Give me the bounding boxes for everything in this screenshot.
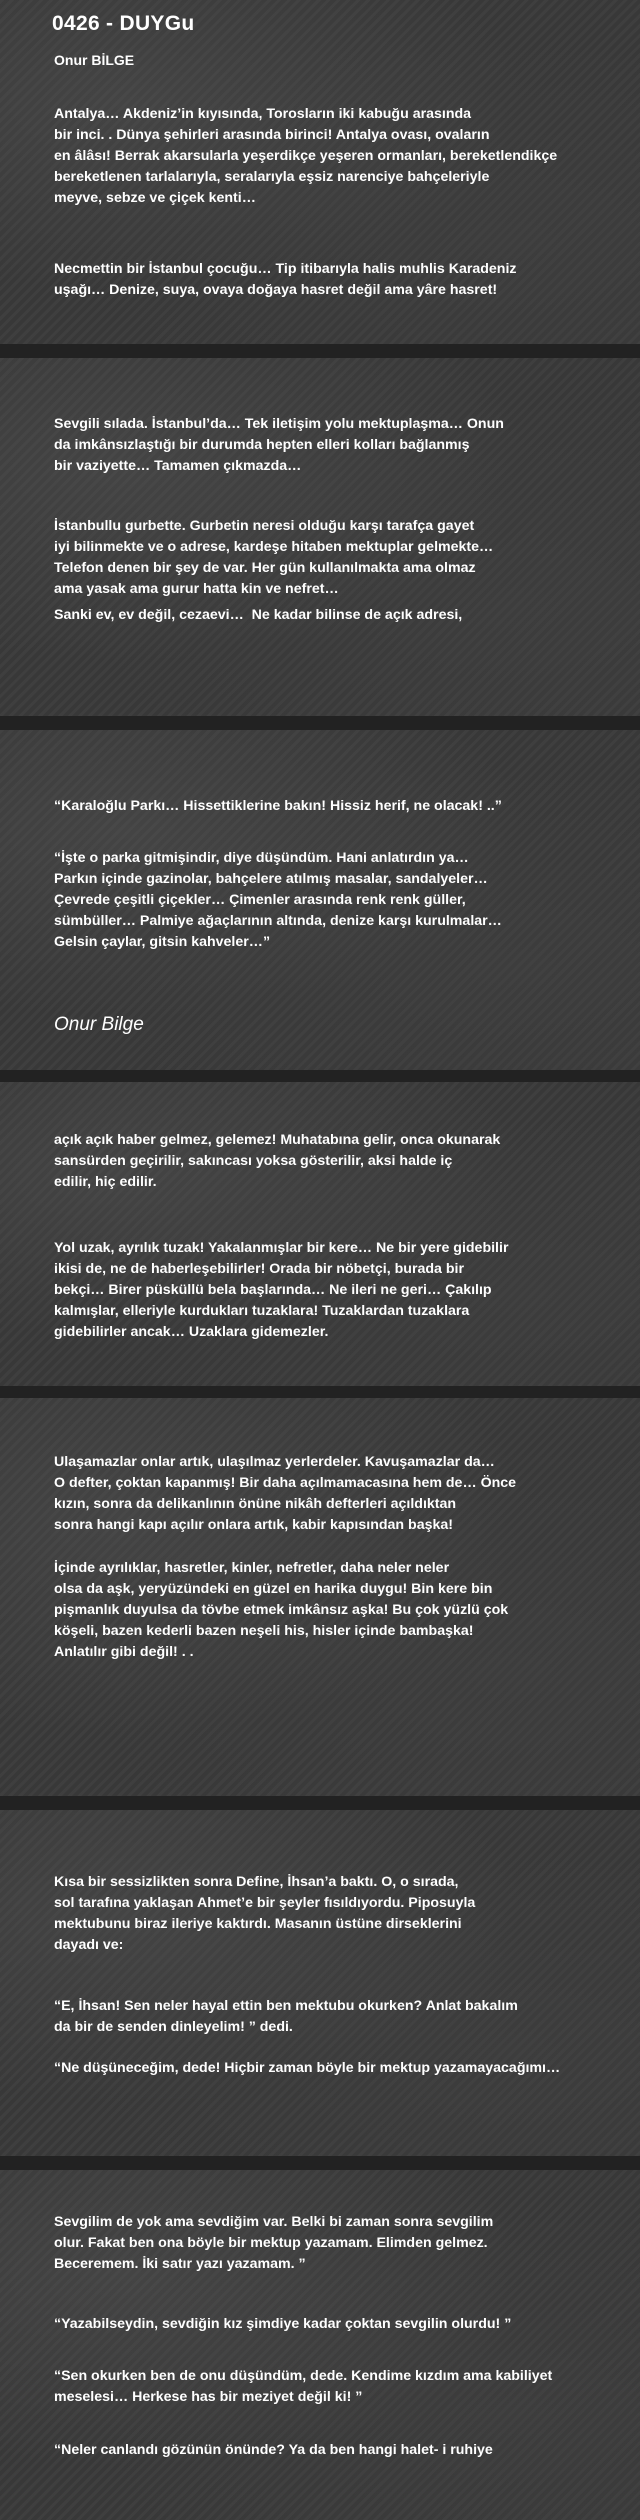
paragraph: Necmettin bir İstanbul çocuğu… Tip itibarıyla halis muhlis Karadeniz uşağı… Denize, suya, ovaya doğaya hasret değil ama yâre hasret! <box>54 261 517 298</box>
author-name: Onur BİLGE <box>54 52 135 68</box>
signature: Onur Bilge <box>54 1014 144 1035</box>
text-card-6 <box>0 1810 640 2156</box>
card-divider <box>0 344 640 358</box>
paragraph: Antalya… Akdeniz’in kıyısında, Torosların iki kabuğu arasında bir inci. . Dünya şehirleri arasında birinci! Antalya ovası, ovaların en âlâsı! Berrak akarsularla yeşerdikçe yeşeren ormanları, bereketlendikçe bereketlenen tarlalarıyla, seralarıyla eşsiz narenciye bahçeleriyle meyve, sebze ve çiçek kenti… <box>54 106 558 206</box>
paragraph: İstanbullu gurbette. Gurbetin neresi olduğu karşı tarafça gayet iyi bilinmekte ve o adrese, kardeşe hitaben mektuplar gelmekte… Telefon denen bir şey de var. Her gün kullanılmakta ama olmaz ama yasak ama gurur hatta kin ve nefret… <box>54 518 494 597</box>
paragraph: “Sen okurken ben de onu düşündüm, dede. Kendime kızdım ama kabiliyet meselesi… Herkese has bir meziyet değil ki! ” <box>54 2368 553 2405</box>
paragraph: “Yazabilseydin, sevdiğin kız şimdiye kadar çoktan sevgilin olurdu! ” <box>54 2316 512 2332</box>
text-card-4 <box>0 1082 640 1386</box>
paragraph: “Neler canlandı gözünün önünde? Ya da ben hangi halet- i ruhiye <box>54 2442 493 2458</box>
paragraph: Sevgilim de yok ama sevdiğim var. Belki bi zaman sonra sevgilim olur. Fakat ben ona böyle bir mektup yazamam. Elimden gelmez. Beceremem. İki satır yazı yazamam. ” <box>54 2214 494 2272</box>
quote-paragraph: “Karaloğlu Parkı… Hissettiklerine bakın! Hissiz herif, ne olacak! ..” <box>54 798 502 814</box>
paragraph: Sanki ev, ev değil, cezaevi… Ne kadar bilinse de açık adresi, <box>54 607 463 623</box>
card-divider <box>0 2156 640 2170</box>
text-card-7 <box>0 2170 640 2520</box>
paragraph: açık açık haber gelmez, gelemez! Muhatabına gelir, onca okunarak sansürden geçirilir, sakıncası yoksa gösterilir, aksi halde iç edilir, hiç edilir. <box>54 1132 501 1190</box>
paragraph: “E, İhsan! Sen neler hayal ettin ben mektubu okurken? Anlat bakalım da bir de senden dinleyelim! ” dedi. <box>54 1998 518 2035</box>
text-card-5 <box>0 1398 640 1796</box>
card-divider <box>0 1070 640 1082</box>
text-card-1 <box>0 0 640 344</box>
paragraph: İçinde ayrılıklar, hasretler, kinler, nefretler, daha neler neler olsa da aşk, yeryüzündeki en güzel en harika duygu! Bin kere bin pişmanlık duyulsa da tövbe etmek imkânsız aşka! Bu çok yüzlü çok köşeli, bazen kederli bazen neşeli his, hisler içinde bambaşka! Anlatılır gibi değil! . . <box>54 1560 509 1660</box>
card-divider <box>0 1796 640 1810</box>
card-divider <box>0 1386 640 1398</box>
quote-paragraph: “İşte o parka gitmişindir, diye düşündüm. Hani anlatırdın ya… Parkın içinde gazinolar, bahçelere atılmış masalar, sandalyeler… Çevrede çeşitli çiçekler… Çimenler arasında renk renk güller, sümbüller… Palmiye ağaçlarının altında, denize karşı kurulmalar… Gelsin çaylar, gitsin kahveler…” <box>54 850 502 950</box>
paragraph: “Ne düşüneceğim, dede! Hiçbir zaman böyle bir mektup yazamayacağımı… <box>54 2060 561 2076</box>
text-card-2 <box>0 358 640 716</box>
paragraph: Ulaşamazlar onlar artık, ulaşılmaz yerlerdeler. Kavuşamazlar da… O defter, çoktan kapanmış! Bir daha açılmamacasına hem de… Önce kızın, sonra da delikanlının önüne nikâh defterleri açıldıktan sonra hangi kapı açılır onlara artık, kabir kapısından başka! <box>54 1454 517 1533</box>
paragraph: Yol uzak, ayrılık tuzak! Yakalanmışlar bir kere… Ne bir yere gidebilir ikisi de, ne de haberleşebilirler! Orada bir nöbetçi, burada bir bekçi… Birer püsküllü bela başlarında… Ne ileri ne geri… Çakılıp kalmışlar, elleriyle kurdukları tuzaklara! Tuzaklardan tuzaklara gidebilirler ancak… Uzaklara gidemezler. <box>54 1240 509 1340</box>
paragraph: Kısa bir sessizlikten sonra Define, İhsan’a baktı. O, o sırada, sol tarafına yaklaşan Ahmet’e bir şeyler fısıldıyordu. Piposuyla mektubunu biraz ileriye kaktırdı. Masanın üstüne dirseklerini dayadı ve: <box>54 1874 476 1953</box>
card-divider <box>0 716 640 730</box>
text-card-3 <box>0 730 640 1070</box>
paragraph: Sevgili sılada. İstanbul’da… Tek iletişim yolu mektuplaşma… Onun da imkânsızlaştığı bir durumda hepten elleri kolları bağlanmış bir vaziyette… Tamamen çıkmazda… <box>54 416 504 474</box>
page-title: 0426 - DUYGu <box>52 12 195 35</box>
